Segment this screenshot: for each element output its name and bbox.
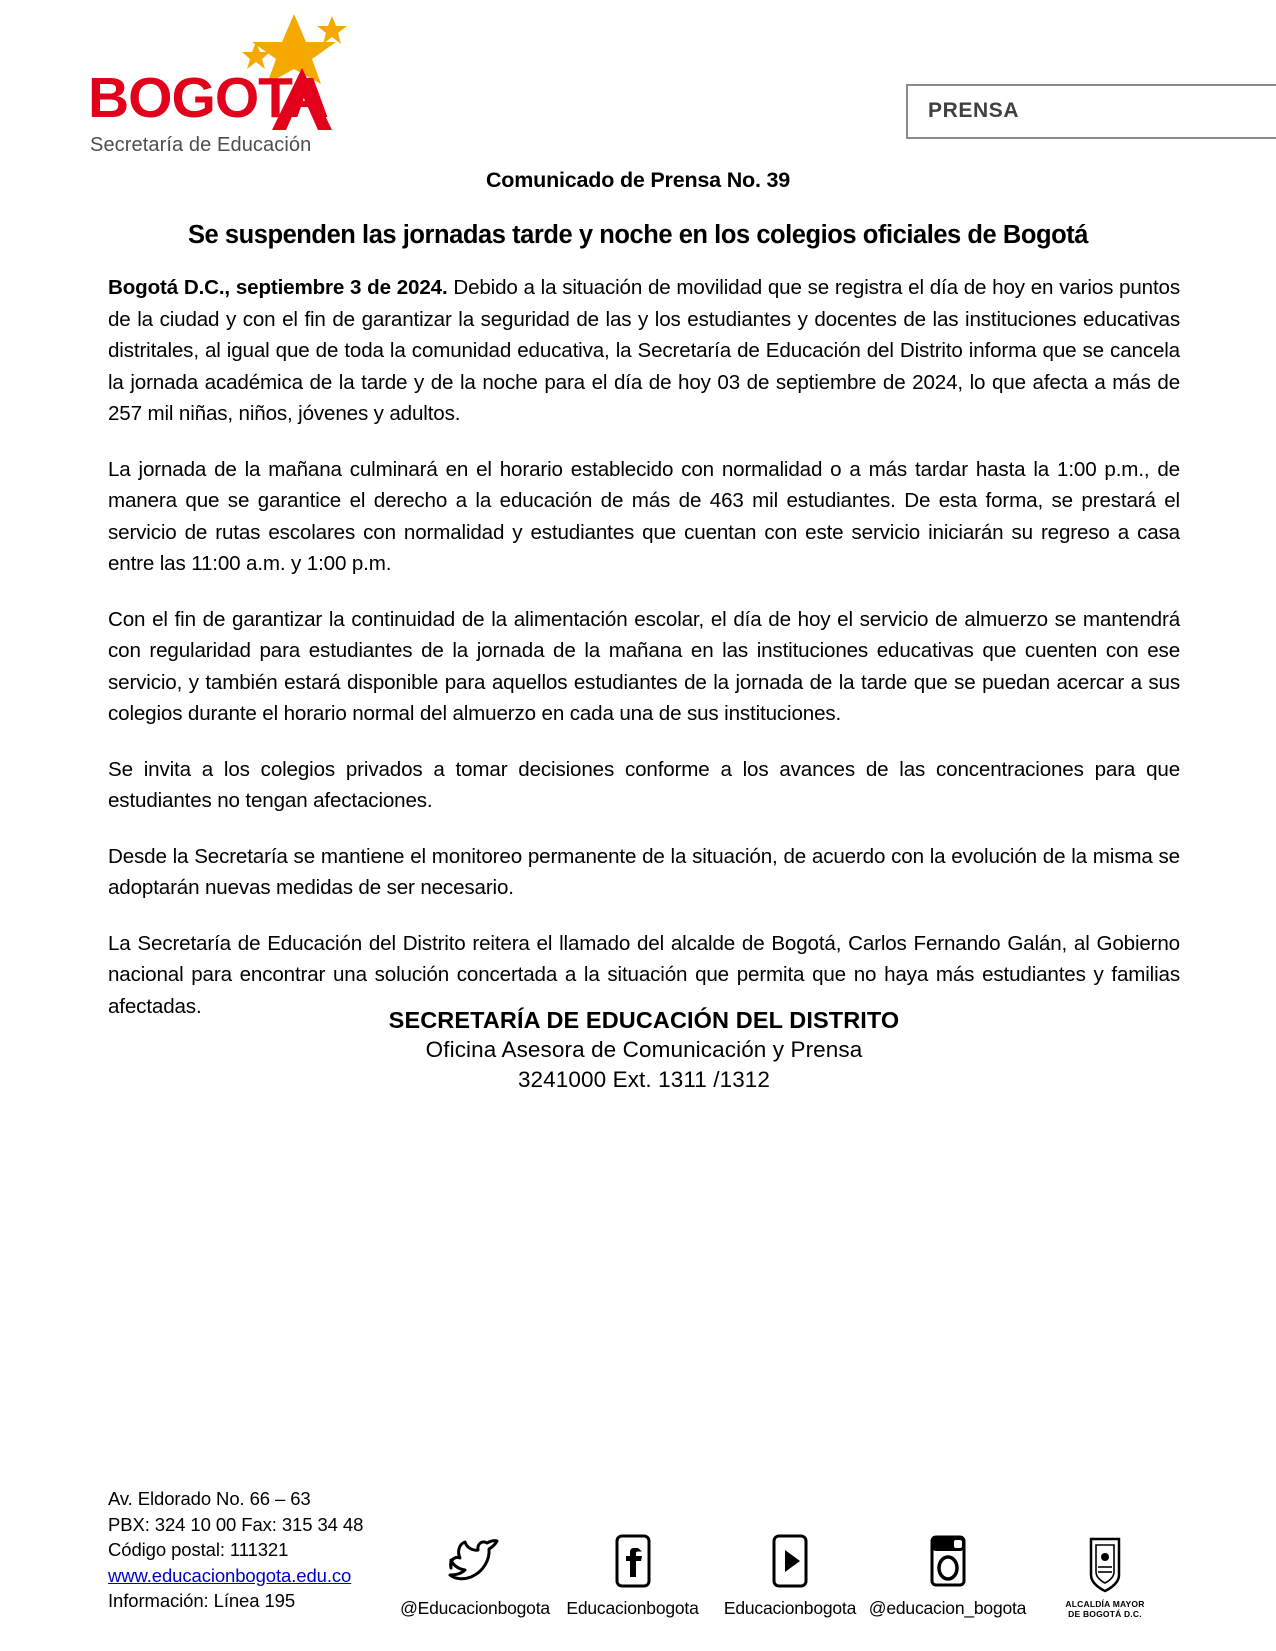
signature-entity: SECRETARÍA DE EDUCACIÓN DEL DISTRITO — [388, 1007, 900, 1033]
document-header — [0, 0, 1276, 160]
footer-address: Av. Eldorado No. 66 – 63 — [108, 1488, 311, 1509]
prensa-label: PRENSA — [928, 99, 1020, 122]
footer-contact-info — [108, 1486, 363, 1614]
prensa-header-box — [906, 84, 1276, 139]
paragraph-1-text: Debido a la situación de movilidad que se registra el día de hoy en varios puntos de la ciudad y con el fin de garantizar la seguridad de las y los estudiantes y docentes de las instituciones educativas distritales, al igual que de toda la comunidad educativa, la Secretaría de Educación del Distrito informa que se cancela la jornada académica de la tarde y de la noche para el día de hoy 03 de septiembre de 2024, lo que afecta a más de 257 mil niñas, niños, jóvenes y adultos. — [108, 276, 1180, 425]
alcaldia-mayor-logo — [1030, 1536, 1180, 1619]
comunicado-number: Comunicado de Prensa No. 39 — [485, 168, 791, 192]
youtube-play-icon[interactable] — [766, 1532, 814, 1590]
instagram-camera-icon[interactable] — [923, 1532, 973, 1590]
page-title: Se suspenden las jornadas tarde y noche en los colegios oficiales de Bogotá — [187, 221, 1089, 249]
footer-website-link[interactable]: www.educacionbogota.edu.co — [108, 1564, 352, 1586]
social-item-facebook[interactable] — [558, 1532, 708, 1619]
social-handle-facebook: Educacionbogota — [566, 1598, 699, 1618]
paragraph-6: La Secretaría de Educación del Distrito reitera el llamado del alcalde de Bogotá, Carlos Fernando Galán, al Gobierno nacional para encontrar una solución concertada a la situación que permita que no haya más estudiantes y familias afectadas. — [108, 931, 1180, 1018]
social-handle-youtube: Educacionbogota — [723, 1598, 857, 1618]
document-body — [108, 272, 1180, 1022]
document-footer — [0, 1451, 1276, 1651]
footer-phone: PBX: 324 10 00 Fax: 315 34 48 — [108, 1513, 364, 1535]
paragraph-3: Con el fin de garantizar la continuidad de la alimentación escolar, el día de hoy el servicio de almuerzo se mantendrá con regularidad para estudiantes de la jornada de la mañana en las instituciones educativas que cuenten con ese servicio, y también estará disponible para aquellos estudiantes de la jornada de la tarde que se puedan acercar a sus colegios durante el horario normal del almuerzo en cada una de sus instituciones. — [108, 607, 1180, 725]
logo-wordmark: BOGOTA — [88, 66, 328, 130]
paragraph-5: Desde la Secretaría se mantiene el monitoreo permanente de la situación, de acuerdo con la evolución de la misma se adoptarán nuevas medidas de ser necesario. — [108, 844, 1180, 899]
signature-phone: 3241000 Ext. 1311 /1312 — [517, 1067, 771, 1092]
paragraph-1 — [108, 272, 1180, 430]
footer-postal-code: Código postal: 111321 — [108, 1539, 289, 1560]
signature-office: Oficina Asesora de Comunicación y Prensa — [425, 1037, 863, 1062]
logo-subtitle: Secretaría de Educación — [90, 134, 312, 156]
facebook-icon[interactable] — [609, 1532, 657, 1590]
social-item-twitter[interactable] — [400, 1532, 550, 1619]
alcaldia-shield-icon — [1085, 1536, 1125, 1594]
social-media-bar — [400, 1479, 1180, 1619]
paragraph-4: Se invita a los colegios privados a tomar decisiones conforme a los avances de las concentraciones para que estudiantes no tengan afectaciones. — [108, 757, 1180, 812]
alcaldia-line1: ALCALDÍA MAYOR — [1065, 1599, 1145, 1609]
paragraph-2: La jornada de la mañana culminará en el horario establecido con normalidad o a más tardar hasta la 1:00 p.m., de manera que se garantice el derecho a la educación de más de 463 mil estudiantes. De esta forma, se prestará el servicio de rutas escolares con normalidad y estudiantes que cuentan con este servicio iniciarán su regreso a casa entre las 11:00 a.m. y 1:00 p.m. — [108, 457, 1180, 575]
social-item-instagram[interactable] — [868, 1532, 1027, 1619]
social-item-youtube[interactable] — [715, 1532, 865, 1619]
twitter-bird-icon[interactable] — [447, 1532, 503, 1590]
dateline: Bogotá D.C., septiembre 3 de 2024. — [108, 276, 448, 299]
footer-info-line: Información: Línea 195 — [108, 1590, 296, 1611]
signature-block — [108, 1005, 1180, 1095]
social-handle-instagram: @educacion_bogota — [868, 1598, 1027, 1618]
alcaldia-line2: DE BOGOTÁ D.C. — [1068, 1609, 1142, 1619]
bogota-logo — [88, 12, 348, 156]
logo-a-mark-icon — [266, 64, 338, 136]
social-handle-twitter: @Educacionbogota — [400, 1598, 550, 1618]
